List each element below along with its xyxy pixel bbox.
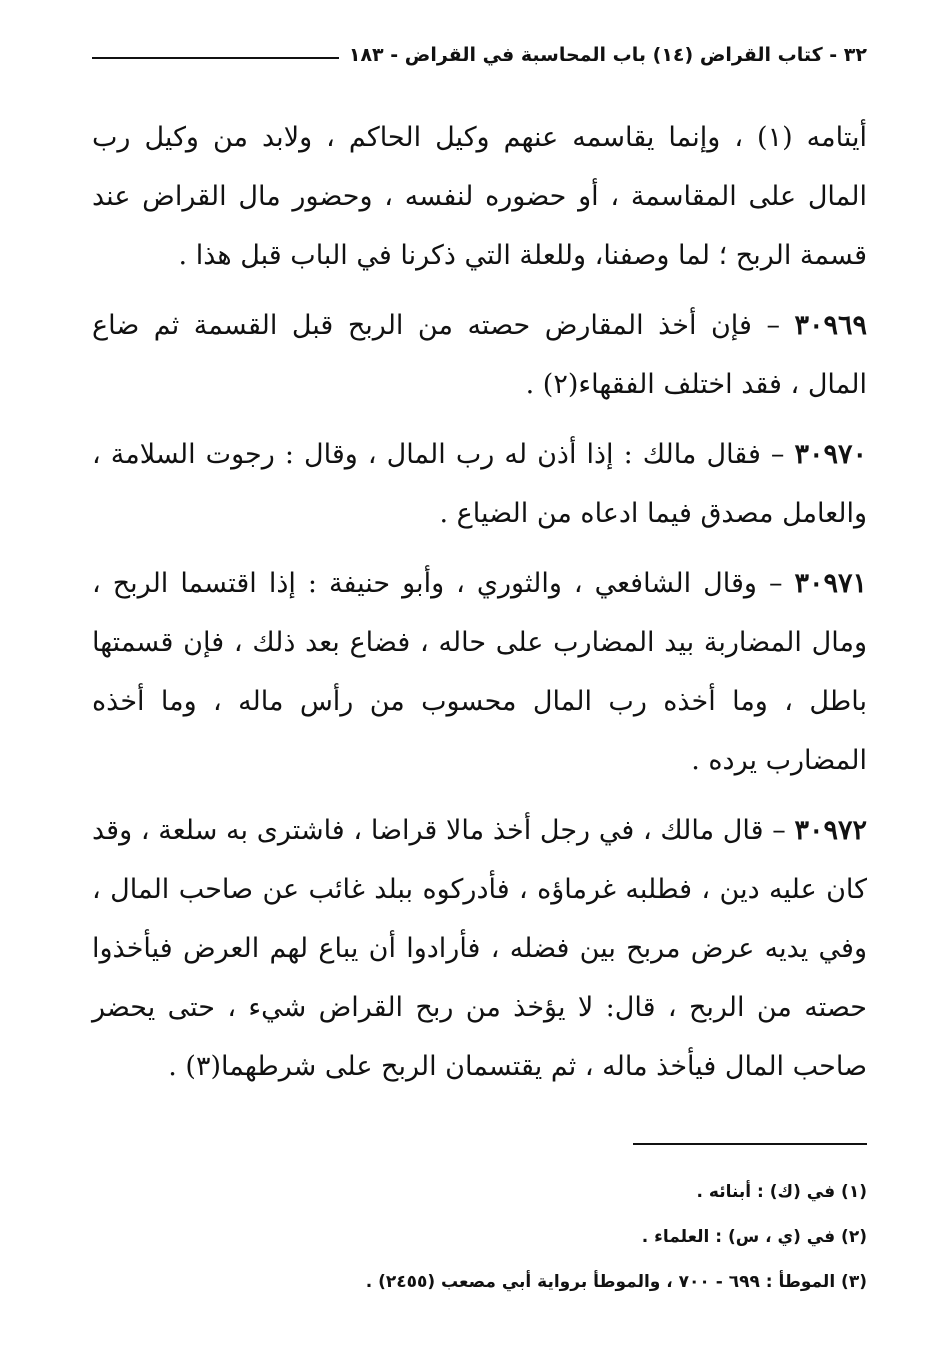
footnote-3: (٣) الموطأ : ٦٩٩ - ٧٠٠ ، والموطأ برواية أبي مصعب (٢٤٥٥) .	[365, 1272, 867, 1292]
main-text	[92, 108, 867, 1107]
footnote-1: (١) في (ك) : أبنائه .	[696, 1182, 867, 1202]
paragraph-30969	[92, 296, 867, 414]
footnote-2: (٢) في (ي ، س) : العلماء .	[641, 1227, 867, 1247]
paragraph-number: ٣٠٩٦٩	[794, 310, 867, 341]
paragraph-text: – فإن أخذ المقارض حصته من الربح قبل القسمة ثم ضاع المال ، فقد اختلف الفقهاء(٢) .	[92, 310, 867, 400]
paragraph-30972	[92, 801, 867, 1096]
footnote-separator	[633, 1143, 867, 1145]
running-header-title: ٣٢ - كتاب القراض (١٤) باب المحاسبة في القراض - ١٨٣	[348, 44, 867, 66]
footnotes	[92, 1180, 867, 1315]
paragraph-text: – قال مالك ، في رجل أخذ مالا قراضا ، فاشترى به سلعة ، وقد كان عليه دين ، فطلبه غرماؤه ، فأدركوه ببلد غائب عن صاحب المال ، وفي يديه عرض مربح بين فضله ، فأرادوا أن يباع لهم العرض فيأخذوا حصته من الربح ، قال: لا يؤخذ من ربح القراض شيء ، حتى يحضر صاحب المال فيأخذ ماله ، ثم يقتسمان الربح على شرطهما(٣) .	[92, 815, 867, 1082]
header-rule	[92, 57, 339, 59]
paragraph-continuation	[92, 108, 867, 285]
paragraph-30970	[92, 425, 867, 543]
paragraph-text: أيتامه (١) ، وإنما يقاسمه عنهم وكيل الحاكم ، ولابد من وكيل رب المال على المقاسمة ، أو حضوره لنفسه ، وحضور مال القراض عند قسمة الربح ؛ لما وصفنا، وللعلة التي ذكرنا في الباب قبل هذا .	[92, 122, 867, 271]
paragraph-text: – وقال الشافعي ، والثوري ، وأبو حنيفة : إذا اقتسما الربح ، ومال المضاربة بيد المضارب على حاله ، فضاع بعد ذلك ، فإن قسمتها باطل ، وما أخذه رب المال محسوب من رأس ماله ، وما أخذه المضارب يرده .	[92, 568, 867, 776]
paragraph-number: ٣٠٩٧٠	[794, 439, 867, 470]
page-header	[92, 44, 867, 66]
paragraph-text: – فقال مالك : إذا أذن له رب المال ، وقال : رجوت السلامة ، والعامل مصدق فيما ادعاه من الضياع .	[92, 439, 867, 529]
paragraph-number: ٣٠٩٧١	[794, 568, 867, 599]
paragraph-30971	[92, 554, 867, 790]
paragraph-number: ٣٠٩٧٢	[794, 815, 867, 846]
